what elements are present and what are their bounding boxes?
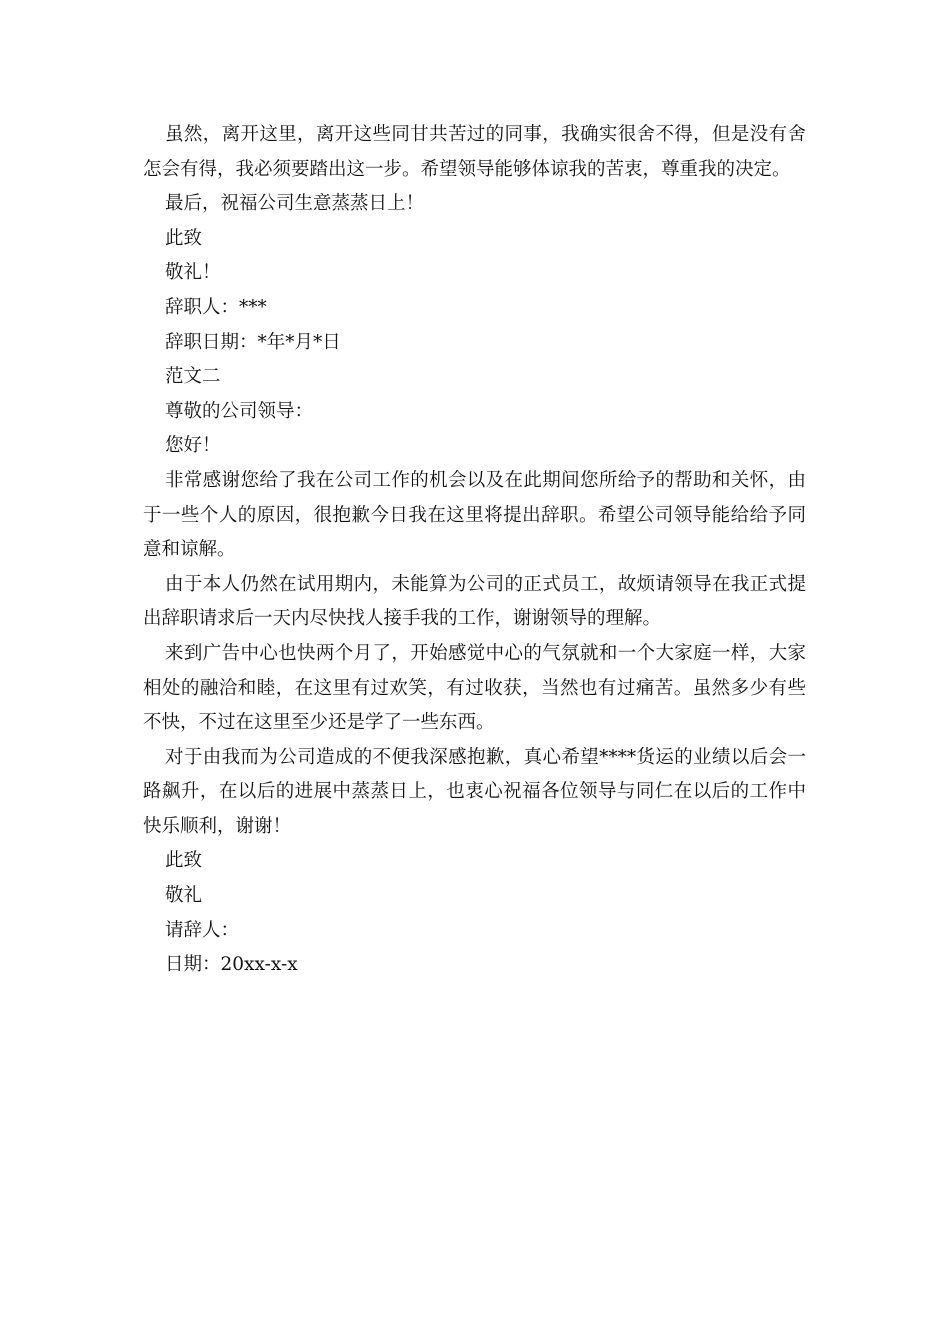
paragraph-probation: 由于本人仍然在试用期内，未能算为公司的正式员工，故烦请领导在我正式提出辞职请求后一天内尽快找人接手我的工作，谢谢领导的理解。 [143, 573, 806, 630]
document-body [143, 118, 806, 983]
salutation: 尊敬的公司领导： [165, 400, 314, 422]
paragraph-apology: 对于由我而为公司造成的不便我深感抱歉，真心希望****货运的业绩以后会一路飙升，在以后的进展中蒸蒸日上，也衷心祝福各位领导与同仁在以后的工作中快乐顺利，谢谢！ [143, 746, 806, 837]
paragraph-thanks: 非常感谢您给了我在公司工作的机会以及在此期间您所给予的帮助和关怀，由于一些个人的原因，很抱歉今日我在这里将提出辞职。希望公司领导能给给予同意和谅解。 [143, 469, 806, 561]
closing-cizhi: 此致 [165, 227, 203, 249]
closing-jingli: 敬礼！ [165, 262, 221, 284]
closing-cizhi-2: 此致 [165, 850, 203, 872]
signer-line: 请辞人： [165, 919, 240, 941]
resign-date-line: 辞职日期：*年*月*日 [165, 331, 341, 353]
resigner-line: 辞职人：*** [165, 296, 267, 318]
paragraph-experience: 来到广告中心也快两个月了，开始感觉中心的气氛就和一个大家庭一样，大家相处的融洽和睦，在这里有过欢笑，有过收获，当然也有过痛苦。虽然多少有些不快，不过在这里至少还是学了一些东西。 [143, 642, 806, 734]
greeting: 您好！ [165, 435, 221, 457]
paragraph-blessing: 最后，祝福公司生意蒸蒸日上！ [165, 193, 425, 215]
closing-jingli-2: 敬礼 [165, 885, 203, 907]
section-heading: 范文二 [165, 366, 221, 388]
date-line: 日期：20xx-x-x [165, 954, 298, 976]
paragraph-farewell: 虽然，离开这里，离开这些同甘共苦过的同事，我确实很舍不得，但是没有舍怎会有得，我必须要踏出这一步。希望领导能够体谅我的苦衷，尊重我的决定。 [143, 124, 806, 180]
